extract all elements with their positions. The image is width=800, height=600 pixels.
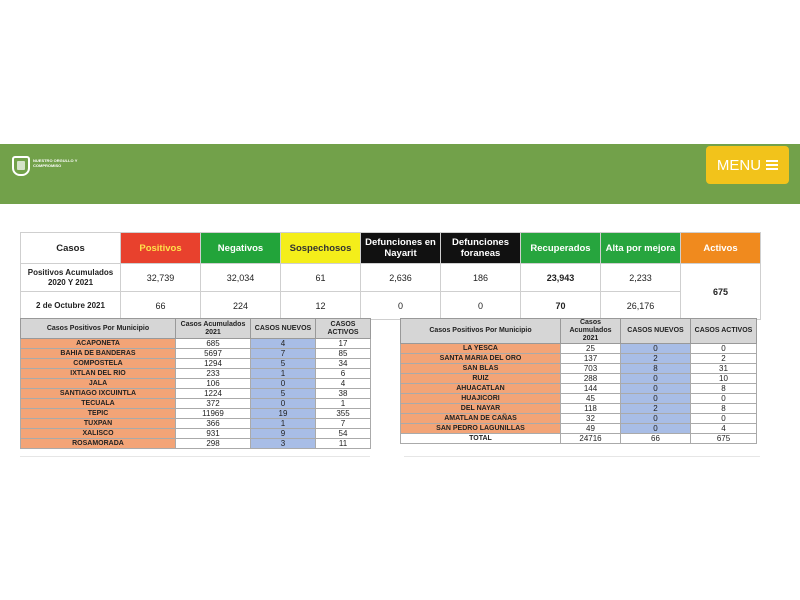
table-row [401,384,757,394]
municipio-name: LA YESCA [401,344,561,354]
nuevos-cell: 0 [621,424,691,434]
nuevos-cell: 0 [621,374,691,384]
nuevos-cell: 1 [251,419,316,429]
table-row [21,429,371,439]
table-header-row [21,319,371,339]
total-acumulados: 24716 [561,434,621,444]
municipio-name: AHUACATLAN [401,384,561,394]
table-row [401,364,757,374]
nuevos-cell: 8 [621,364,691,374]
value-defunciones-nayarit: 2,636 [361,264,441,292]
value-negativos: 32,034 [201,264,281,292]
municipio-name: TUXPAN [21,419,176,429]
activos-cell: 85 [316,349,371,359]
activos-cell: 7 [316,419,371,429]
summary-header-row [21,233,761,264]
acumulados-cell: 106 [176,379,251,389]
acumulados-cell: 931 [176,429,251,439]
summary-row-date [21,292,761,320]
col-municipio: Casos Positivos Por Municipio [21,319,176,339]
nuevos-cell: 1 [251,369,316,379]
municipio-name: COMPOSTELA [21,359,176,369]
acumulados-cell: 685 [176,339,251,349]
table-row [21,389,371,399]
municipio-table-right [400,318,757,444]
activos-cell: 8 [691,404,757,414]
municipio-name: SANTA MARIA DEL ORO [401,354,561,364]
municipio-name: SANTIAGO IXCUINTLA [21,389,176,399]
divider [404,456,760,457]
acumulados-cell: 5697 [176,349,251,359]
activos-cell: 54 [316,429,371,439]
acumulados-cell: 1224 [176,389,251,399]
header-negativos: Negativos [201,233,281,264]
col-activos: CASOS ACTIVOS [316,319,371,339]
table-row [21,419,371,429]
row-label: Positivos Acumulados 2020 Y 2021 [21,264,121,292]
activos-cell: 31 [691,364,757,374]
table-row [21,349,371,359]
col-activos: CASOS ACTIVOS [691,319,757,344]
acumulados-cell: 45 [561,394,621,404]
table-row [401,414,757,424]
acumulados-cell: 11969 [176,409,251,419]
table-row [401,354,757,364]
acumulados-cell: 118 [561,404,621,414]
municipio-name: SAN BLAS [401,364,561,374]
acumulados-cell: 49 [561,424,621,434]
header-activos: Activos [681,233,761,264]
acumulados-cell: 288 [561,374,621,384]
covid-report-image [20,210,760,456]
value-negativos: 224 [201,292,281,320]
divider [20,456,370,457]
value-alta: 26,176 [601,292,681,320]
table-row [21,339,371,349]
nuevos-cell: 0 [251,399,316,409]
activos-cell: 0 [691,414,757,424]
table-row [21,359,371,369]
value-activos: 675 [681,264,761,320]
municipio-name: ROSAMORADA [21,439,176,449]
nuevos-cell: 0 [251,379,316,389]
value-defunciones-foraneas: 186 [441,264,521,292]
activos-cell: 38 [316,389,371,399]
acumulados-cell: 32 [561,414,621,424]
activos-cell: 6 [316,369,371,379]
value-defunciones-nayarit: 0 [361,292,441,320]
table-body [401,344,757,444]
value-recuperados: 70 [521,292,601,320]
nuevos-cell: 0 [621,384,691,394]
col-acumulados: Casos Acumulados 2021 [176,319,251,339]
table-row [401,424,757,434]
table-row [401,404,757,414]
header-recuperados: Recuperados [521,233,601,264]
municipio-name: XALISCO [21,429,176,439]
table-row [401,344,757,354]
summary-table [20,232,761,320]
menu-label: MENU [716,156,762,174]
table-row [21,439,371,449]
value-sospechosos: 12 [281,292,361,320]
activos-cell: 11 [316,439,371,449]
acumulados-cell: 233 [176,369,251,379]
municipio-name: JALA [21,379,176,389]
activos-cell: 4 [316,379,371,389]
activos-cell: 355 [316,409,371,419]
value-positivos: 66 [121,292,201,320]
total-nuevos: 66 [621,434,691,444]
acumulados-cell: 703 [561,364,621,374]
row-label: 2 de Octubre 2021 [21,292,121,320]
table-row [21,369,371,379]
summary-row-acumulados [21,264,761,292]
header-defunciones-foraneas: Defunciones foraneas [441,233,521,264]
table-header-row [401,319,757,344]
activos-cell: 0 [691,394,757,404]
col-nuevos: CASOS NUEVOS [621,319,691,344]
municipio-name: SAN PEDRO LAGUNILLAS [401,424,561,434]
table-body [21,339,371,449]
acumulados-cell: 372 [176,399,251,409]
government-logo[interactable] [10,155,78,177]
activos-cell: 8 [691,384,757,394]
activos-cell: 17 [316,339,371,349]
total-row [401,434,757,444]
header-casos: Casos [21,233,121,264]
nuevos-cell: 0 [621,414,691,424]
municipio-name: IXTLAN DEL RIO [21,369,176,379]
nuevos-cell: 2 [621,404,691,414]
table-row [21,399,371,409]
municipio-name: RUIZ [401,374,561,384]
header-positivos: Positivos [121,233,201,264]
municipio-name: ACAPONETA [21,339,176,349]
value-alta: 2,233 [601,264,681,292]
nuevos-cell: 7 [251,349,316,359]
seal-icon [12,156,30,176]
total-label: TOTAL [401,434,561,444]
value-recuperados: 23,943 [521,264,601,292]
value-sospechosos: 61 [281,264,361,292]
header-sospechosos: Sospechosos [281,233,361,264]
total-activos: 675 [691,434,757,444]
nuevos-cell: 9 [251,429,316,439]
header-alta-por-mejora: Alta por mejora [601,233,681,264]
acumulados-cell: 137 [561,354,621,364]
site-header [0,144,800,204]
nuevos-cell: 4 [251,339,316,349]
table-row [21,409,371,419]
activos-cell: 2 [691,354,757,364]
activos-cell: 10 [691,374,757,384]
nuevos-cell: 0 [621,344,691,354]
header-defunciones-nayarit: Defunciones en Nayarit [361,233,441,264]
activos-cell: 1 [316,399,371,409]
value-positivos: 32,739 [121,264,201,292]
acumulados-cell: 144 [561,384,621,394]
col-acumulados: Casos Acumulados 2021 [561,319,621,344]
activos-cell: 0 [691,344,757,354]
nuevos-cell: 19 [251,409,316,419]
municipio-name: AMATLAN DE CAÑAS [401,414,561,424]
nuevos-cell: 5 [251,359,316,369]
nuevos-cell: 0 [621,394,691,404]
municipio-table-left [20,318,371,449]
municipio-name: TECUALA [21,399,176,409]
nuevos-cell: 2 [621,354,691,364]
municipio-name: BAHIA DE BANDERAS [21,349,176,359]
hamburger-icon [766,160,778,170]
nuevos-cell: 3 [251,439,316,449]
acumulados-cell: 366 [176,419,251,429]
table-row [401,394,757,404]
acumulados-cell: 25 [561,344,621,354]
activos-cell: 34 [316,359,371,369]
col-municipio: Casos Positivos Por Municipio [401,319,561,344]
col-nuevos: CASOS NUEVOS [251,319,316,339]
acumulados-cell: 298 [176,439,251,449]
logo-text: NUESTRO ORGULLO Y COMPROMISO [33,158,78,168]
acumulados-cell: 1294 [176,359,251,369]
table-row [401,374,757,384]
menu-button[interactable] [706,146,789,184]
nuevos-cell: 5 [251,389,316,399]
activos-cell: 4 [691,424,757,434]
municipio-name: DEL NAYAR [401,404,561,414]
municipio-name: HUAJICORI [401,394,561,404]
table-row [21,379,371,389]
value-defunciones-foraneas: 0 [441,292,521,320]
municipio-name: TEPIC [21,409,176,419]
